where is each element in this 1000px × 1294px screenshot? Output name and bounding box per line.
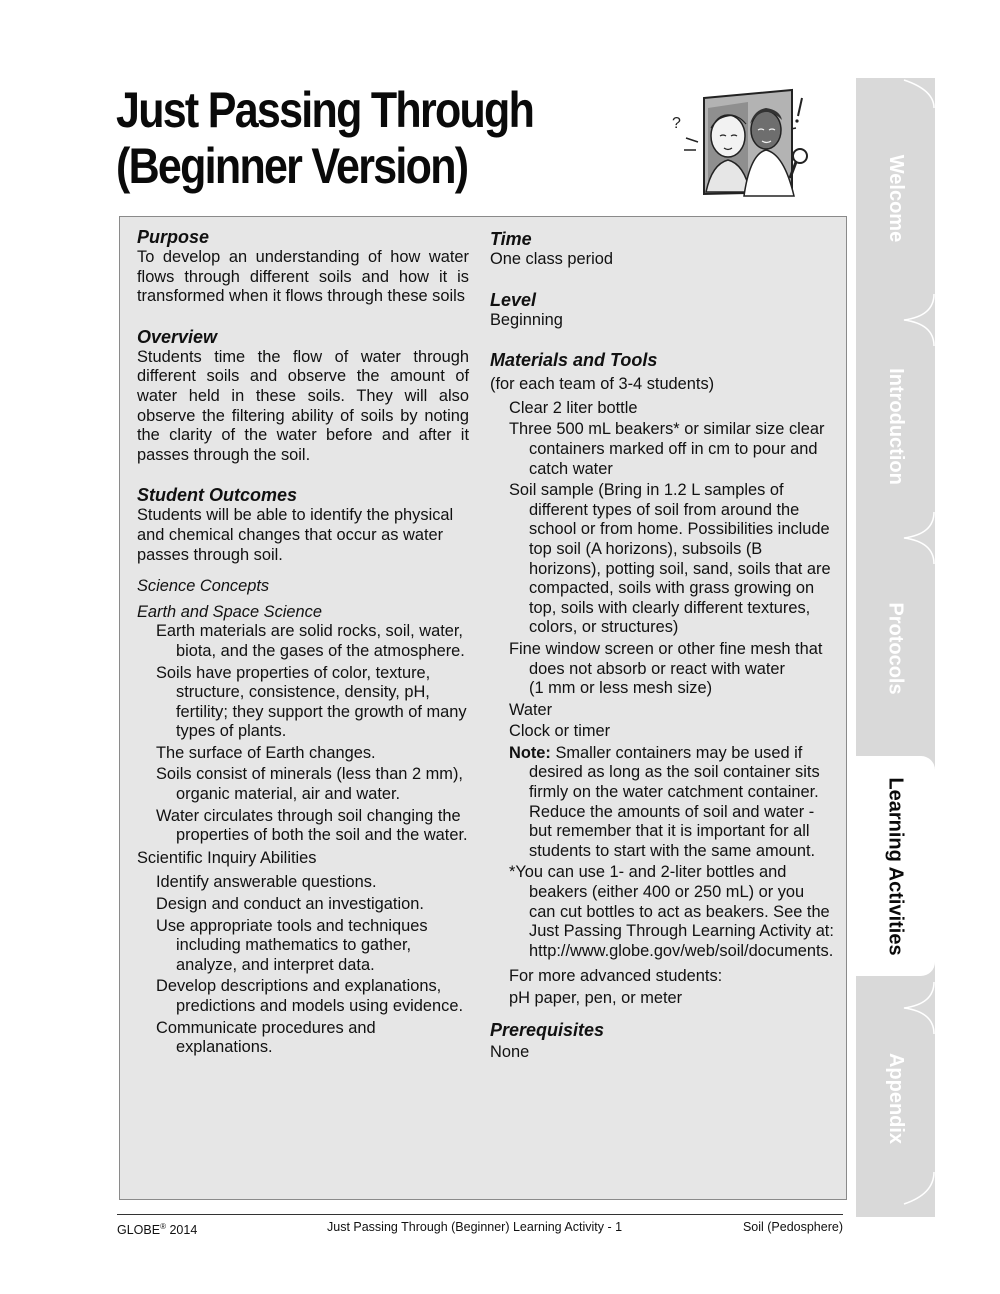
tab-introduction[interactable]: Introduction <box>885 367 908 485</box>
earth-space-label: Earth and Space Science <box>137 602 322 621</box>
right-column <box>490 217 835 1062</box>
footer-rule <box>117 1214 843 1215</box>
level-heading: Level <box>490 289 537 310</box>
tab-divider <box>856 978 935 1038</box>
list-item: Clear 2 liter bottle <box>509 398 638 417</box>
tab-divider <box>856 1168 935 1228</box>
section-sidebar <box>856 78 935 1217</box>
tab-divider <box>856 290 935 350</box>
title-line-1: Just Passing Through <box>116 82 534 138</box>
list-item: Identify answerable questions. <box>156 873 377 892</box>
list-item: Soils have properties of color, texture, structure, consistence, density, pH, fertility; they support the growth of many types of plants. <box>156 663 467 741</box>
inquiry-heading: Scientific Inquiry Abilities <box>137 848 317 867</box>
students-illustration <box>668 84 818 206</box>
footer-right: Soil (Pedosphere) <box>742 1220 843 1234</box>
prerequisites-heading: Prerequisites <box>490 1019 605 1040</box>
note <box>490 744 835 862</box>
list-item: Water circulates through soil changing the properties of both the soil and the water. <box>156 806 468 845</box>
list-item: Water <box>509 700 553 719</box>
purpose-text: To develop an understanding of how water flows through different soils and how it is transformed when it flows through these soils <box>137 248 469 306</box>
materials-list <box>490 399 835 742</box>
activity-summary-box <box>119 216 847 1200</box>
tab-divider <box>856 78 935 138</box>
list-item: Design and conduct an investigation. <box>156 895 424 914</box>
note-text: Smaller containers may be used if desired as long as the soil container sits firmly on the water catchment container. Reduce the amounts of soil and water - but remember that it is important for all students to start with the same amount. <box>529 743 820 860</box>
list-item: (1 mm or less mesh size) <box>529 679 713 698</box>
left-column <box>137 217 469 1058</box>
list-item: Clock or timer <box>509 722 611 741</box>
tab-divider <box>856 508 935 568</box>
list-item: Soil sample (Bring in 1.2 L samples of different types of soil from around the school or from home. Possibilities include top soil (A horizons), subsoils (B horizons), potting soil, sand, soils that are compacted, soils with grass growing on top, soils with clearly different textures, colors, or structures) <box>509 481 831 637</box>
advanced-text: pH paper, pen, or meter <box>509 989 683 1007</box>
tab-protocols[interactable]: Protocols <box>885 601 907 695</box>
list-item: The surface of Earth changes. <box>156 743 376 762</box>
advanced-intro: For more advanced students: <box>509 967 723 986</box>
outcomes-text: Students will be able to identify the physical and chemical changes that occur as water passes through soil. <box>137 506 454 564</box>
level-text: Beginning <box>490 310 563 329</box>
list-item: Soils consist of minerals (less than 2 mm), organic material, air and water. <box>156 765 463 804</box>
list-item: Three 500 mL beakers* or similar size clear containers marked off in cm to pour and catch water <box>509 420 825 478</box>
outcomes-heading: Student Outcomes <box>137 485 298 506</box>
note-label: Note: <box>509 743 551 762</box>
footer-left: GLOBE® 2014 <box>117 1222 198 1238</box>
svg-text:?: ? <box>672 115 681 132</box>
list-item: Fine window screen or other fine mesh that does not absorb or react with water <box>509 639 823 678</box>
list-item: Use appropriate tools and techniques including mathematics to gather, analyze, and interpret data. <box>156 916 428 974</box>
list-item: Develop descriptions and explanations, predictions and models using evidence. <box>156 977 464 1015</box>
purpose-heading: Purpose <box>137 227 210 247</box>
inquiry-list <box>137 873 469 1057</box>
tab-learning-activities[interactable]: Learning Activities <box>856 756 935 976</box>
time-text: One class period <box>490 250 613 268</box>
earth-science-list <box>137 622 469 846</box>
title-line-2: (Beginner Version) <box>116 138 468 194</box>
science-concepts-label: Science Concepts <box>137 577 270 596</box>
tab-appendix[interactable]: Appendix <box>885 1052 907 1144</box>
materials-intro: (for each team of 3-4 students) <box>490 375 715 394</box>
overview-heading: Overview <box>137 326 218 347</box>
list-item: Communicate procedures and explanations. <box>156 1018 376 1057</box>
tab-welcome[interactable]: Welcome <box>885 154 908 242</box>
list-item: Earth materials are solid rocks, soil, water, biota, and the gases of the atmosphere. <box>156 622 465 660</box>
time-heading: Time <box>490 229 532 249</box>
page-title <box>116 82 533 194</box>
footer-center: Just Passing Through (Beginner) Learning Activity - 1 <box>327 1220 623 1234</box>
prerequisites-text: None <box>490 1042 530 1061</box>
materials-heading: Materials and Tools <box>490 350 658 371</box>
footnote: *You can use 1- and 2-liter bottles and beakers (either 400 or 250 mL) or you can cut bottles to act as beakers. See the Just Passing Through Learning Activity at: http://www.globe.gov/web/soil/documents. <box>509 863 834 960</box>
overview-text: Students time the flow of water through different soils and observe the amount of water held in these soils. They will also observe the filtering ability of soils by noting the clarity of the water before and after it passes through the soil. <box>137 347 469 464</box>
